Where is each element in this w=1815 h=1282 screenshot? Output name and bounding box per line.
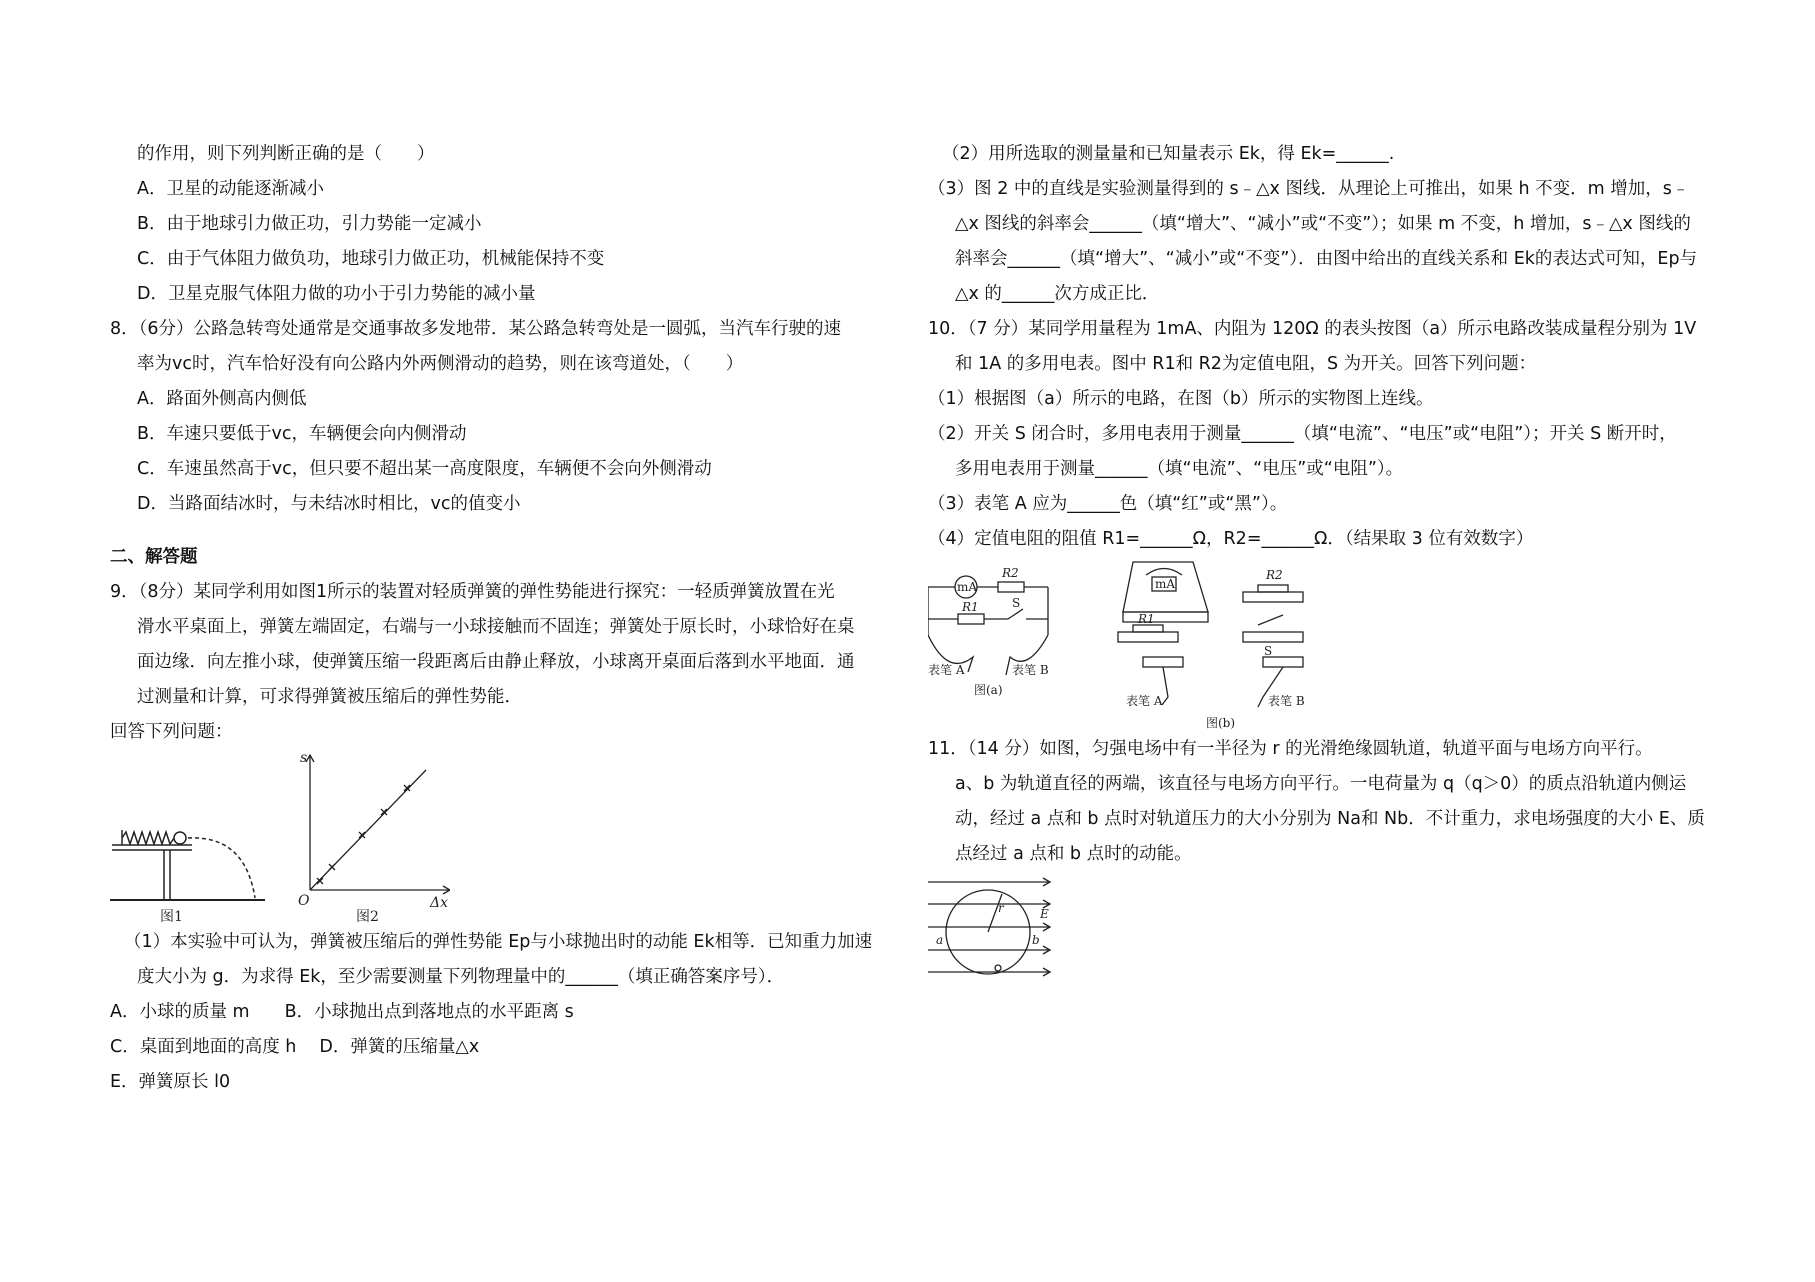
q8-stem-line1: 8．（6分）公路急转弯处通常是交通事故多发地带．某公路急转弯处是一圆弧，当汽车行驶的速 — [110, 319, 842, 339]
q7-option-a: A．卫星的动能逐渐减小 — [137, 179, 324, 199]
q11-figure — [928, 872, 1728, 982]
q11-stem-line3: 动，经过 a 点和 b 点时对轨道压力的大小分别为 Na和 Nb．不计重力，求电场强度的大小 E、质 — [955, 809, 1705, 829]
q10-figure-svg — [928, 557, 1328, 732]
q9-choice-cd: C．桌面到地面的高度 h D．弹簧的压缩量△x — [110, 1037, 480, 1057]
q10-stem-line1: 10．（7 分）某同学用量程为 1mA、内阻为 120Ω 的表头按图（a）所示电路改装成量程分别为 1V — [928, 319, 1697, 339]
figb-caption: 图(b) — [1206, 716, 1236, 730]
figb-probe-b-label: 表笔 B — [1268, 694, 1305, 708]
q9-answer-prompt: 回答下列问题： — [110, 722, 233, 742]
q11-point-b-label: b — [1032, 933, 1040, 947]
q7-stem-tail: 的作用，则下列判断正确的是（ ） — [137, 144, 435, 164]
fig2-graph — [306, 755, 450, 894]
figb-meter-label: mA — [1155, 577, 1176, 591]
q9-sub2: （2）用所选取的测量量和已知量表示 Ek，得 Ek=______. — [942, 144, 1395, 164]
q8-option-d: D．当路面结冰时，与未结冰时相比，vc的值变小 — [137, 494, 521, 514]
figa-r2-label: R2 — [1002, 566, 1019, 580]
q9-stem-line3: 面边缘．向左推小球，使弹簧压缩一段距离后由静止释放，小球离开桌面后落到水平地面．通 — [137, 652, 855, 672]
q11-stem-line4: 点经过 a 点和 b 点时的动能。 — [955, 844, 1192, 864]
figb-probe-a-label: 表笔 A — [1126, 694, 1163, 708]
q10-stem-line2: 和 1A 的多用电表。图中 R1和 R2为定值电阻，S 为开关。回答下列问题： — [955, 354, 1537, 374]
q11-stem-line1: 11．（14 分）如图，匀强电场中有一半径为 r 的光滑绝缘圆轨道，轨道平面与电场方向平行。 — [928, 739, 1653, 759]
q9-sub3-line3: 斜率会______（填“增大”、“减小”或“不变”）．由图中给出的直线关系和 Ek的表达式可知，Ep与 — [955, 249, 1698, 269]
q10-sub4: （4）定值电阻的阻值 R1=______Ω，R2=______Ω．（结果取 3 位有效数字） — [928, 529, 1534, 549]
q11-point-a-label: a — [936, 933, 944, 947]
fig1-label: 图1 — [160, 909, 183, 925]
q9-sub1-line2: 度大小为 g．为求得 Ek，至少需要测量下列物理量中的______（填正确答案序号）． — [137, 967, 785, 987]
figa-probe-a-label: 表笔 A — [928, 663, 965, 677]
q7-option-b: B．由于地球引力做正功，引力势能一定减小 — [137, 214, 482, 234]
q10-sub2-cont: 多用电表用于测量______（填“电流”、“电压”或“电阻”）。 — [955, 459, 1404, 479]
fig2-origin-label: O — [298, 893, 310, 909]
left-column — [110, 137, 910, 1100]
figa-r1-label: R1 — [962, 600, 979, 614]
q8-stem-line2: 率为vc时，汽车恰好没有向公路内外两侧滑动的趋势，则在该弯道处，（ ） — [137, 354, 744, 374]
q9-sub3-line2: △x 图线的斜率会______（填“增大”、“减小”或“不变”）；如果 m 不变，h 增加，s﹣△x 图线的 — [955, 214, 1691, 234]
fig2-x-axis-label: Δx — [430, 895, 449, 911]
q7-option-c: C．由于气体阻力做负功，地球引力做正功，机械能保持不变 — [137, 249, 605, 269]
q9-stem-line4: 过测量和计算，可求得弹簧被压缩后的弹性势能． — [137, 687, 522, 707]
fig2-label: 图2 — [356, 909, 379, 925]
figb-r2-label: R2 — [1266, 568, 1283, 582]
q10-figures — [928, 557, 1728, 732]
section-title: 二、解答题 — [110, 547, 198, 567]
q8-option-b: B．车速只要低于vc，车辆便会向内侧滑动 — [137, 424, 467, 444]
figa-caption: 图(a) — [974, 683, 1003, 697]
q11-radius-label: r — [998, 901, 1004, 915]
figb-r1-label: R1 — [1138, 612, 1155, 626]
q11-figure-svg — [928, 872, 1058, 982]
q9-sub3-line4: △x 的______次方成正比． — [955, 284, 1160, 304]
q10-sub1: （1）根据图（a）所示的电路，在图（b）所示的实物图上连线。 — [928, 389, 1434, 409]
q9-stem-line2: 滑水平桌面上，弹簧左端固定，右端与一小球接触而不固连；弹簧处于原长时，小球恰好在桌 — [137, 617, 855, 637]
q7-option-d: D．卫星克服气体阻力做的功小于引力势能的减小量 — [137, 284, 536, 304]
q8-option-a: A．路面外侧高内侧低 — [137, 389, 307, 409]
q9-stem-line1: 9．（8分）某同学利用如图1所示的装置对轻质弹簧的弹性势能进行探究：一轻质弹簧放置在光 — [110, 582, 835, 602]
q10-sub3: （3）表笔 A 应为______色（填“红”或“黑”）。 — [928, 494, 1288, 514]
q11-stem-line2: a、b 为轨道直径的两端，该直径与电场方向平行。一电荷量为 q（q＞0）的质点沿轨道内侧运 — [955, 774, 1687, 794]
q9-figure-svg — [110, 750, 450, 925]
q9-sub3-line1: （3）图 2 中的直线是实验测量得到的 s﹣△x 图线．从理论上可推出，如果 h 不变．m 增加，s﹣ — [928, 179, 1690, 199]
q9-sub1-line1: （1）本实验中可认为，弹簧被压缩后的弹性势能 Ep与小球抛出时的动能 Ek相等．已知重力加速 — [124, 932, 873, 952]
figa-meter-label: mA — [957, 580, 978, 594]
q9-figures — [110, 750, 910, 925]
q11-field-label: E — [1040, 907, 1049, 921]
q9-choice-e: E．弹簧原长 l0 — [110, 1072, 231, 1092]
fig2-y-axis-label: s — [300, 750, 308, 766]
figb-switch-label: S — [1264, 644, 1273, 658]
q9-choice-ab: A．小球的质量 m B．小球抛出点到落地点的水平距离 s — [110, 1002, 574, 1022]
right-column — [928, 137, 1728, 982]
q10-sub2: （2）开关 S 闭合时，多用电表用于测量______（填“电流”、“电压”或“电阻”）；开关 S 断开时， — [928, 424, 1677, 444]
figa-circuit — [928, 576, 1048, 675]
q11-field-lines — [928, 878, 1050, 976]
fig1-apparatus — [110, 830, 265, 900]
figb-components — [1118, 562, 1303, 707]
figa-probe-b-label: 表笔 B — [1012, 663, 1049, 677]
q8-option-c: C．车速虽然高于vc，但只要不超出某一高度限度，车辆便不会向外侧滑动 — [137, 459, 712, 479]
figa-switch-label: S — [1012, 596, 1021, 610]
